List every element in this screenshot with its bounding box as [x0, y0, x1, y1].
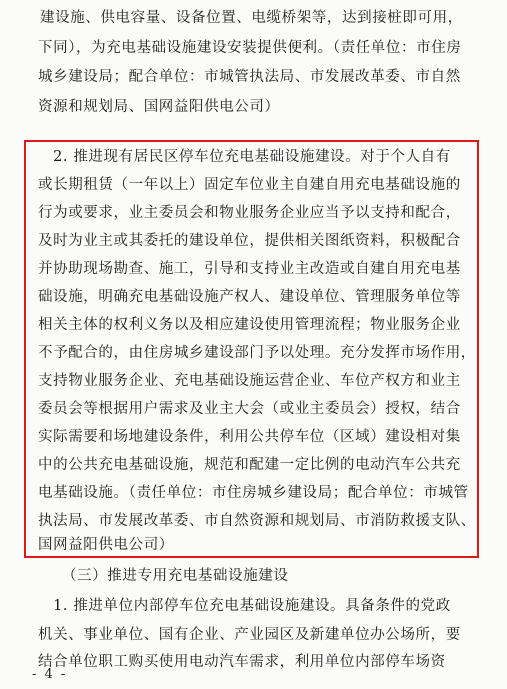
- highlighted-line: 执法局、市发展改革委、市自然资源和规划局、市消防救援支队、: [38, 513, 476, 529]
- body-line: 机关、事业单位、国有企业、产业园区及新建单位办公场所，要: [38, 627, 461, 643]
- highlighted-line: 或长期租赁（一年以上）固定车位业主自建自用充电基础设施的: [38, 177, 461, 193]
- intro-line: 建设施、供电容量、设备位置、电缆桥架等，达到接桩即可用，: [40, 10, 463, 26]
- highlighted-line: 行为或要求，业主委员会和物业服务企业应当予以支持和配合，: [38, 205, 461, 221]
- highlighted-line: 实际需要和场地建设条件，利用公共停车位（区域）建设相对集: [38, 429, 461, 445]
- highlighted-line: 2. 推进现有居民区停车位充电基础设施建设。对于个人自有: [38, 149, 451, 165]
- highlighted-line: 不予配合的，由住房城乡建设部门予以处理。充分发挥市场作用，: [38, 345, 476, 361]
- body-line: 1. 推进单位内部停车位充电基础设施建设。具备条件的党政: [38, 598, 451, 614]
- highlighted-line: 支持物业服务企业、充电基础设施运营企业、车位产权方和业主: [38, 373, 461, 389]
- highlighted-line: 并协助现场勘查、施工，引导和支持业主改造或自建自用充电基: [38, 261, 461, 277]
- highlighted-line: 中的公共充电基础设施，规范和配建一定比例的电动汽车公共充: [38, 457, 461, 473]
- highlighted-line: 及时为业主或其委托的建设单位，提供相关图纸资料，积极配合: [38, 233, 461, 249]
- highlighted-line: 相关主体的权利义务以及相应建设使用管理流程；物业服务企业: [38, 317, 461, 333]
- page-number: - 4 -: [32, 667, 68, 682]
- intro-line: 下同），为充电基础设施建设安装提供便利。（责任单位：市住房: [38, 40, 462, 56]
- intro-line: 资源和规划局、国网益阳供电公司）: [38, 99, 280, 115]
- highlighted-line: 础设施，明确充电基础设施产权人、建设单位、管理服务单位等: [38, 289, 461, 305]
- highlighted-line: 委员会等根据用户需求及业主大会（或业主委员会）授权，结合: [38, 401, 461, 417]
- body-line: 结合单位职工购买使用电动汽车需求，利用单位内部停车场资: [38, 654, 446, 670]
- highlighted-line: 国网益阳供电公司）: [38, 537, 174, 553]
- section-heading: （三）推进专用充电基础设施建设: [62, 568, 289, 584]
- intro-line: 城乡建设局；配合单位：市城管执法局、市发展改革委、市自然: [38, 69, 461, 85]
- highlighted-line: 电基础设施。（责任单位：市住房城乡建设局；配合单位：市城管: [38, 485, 469, 501]
